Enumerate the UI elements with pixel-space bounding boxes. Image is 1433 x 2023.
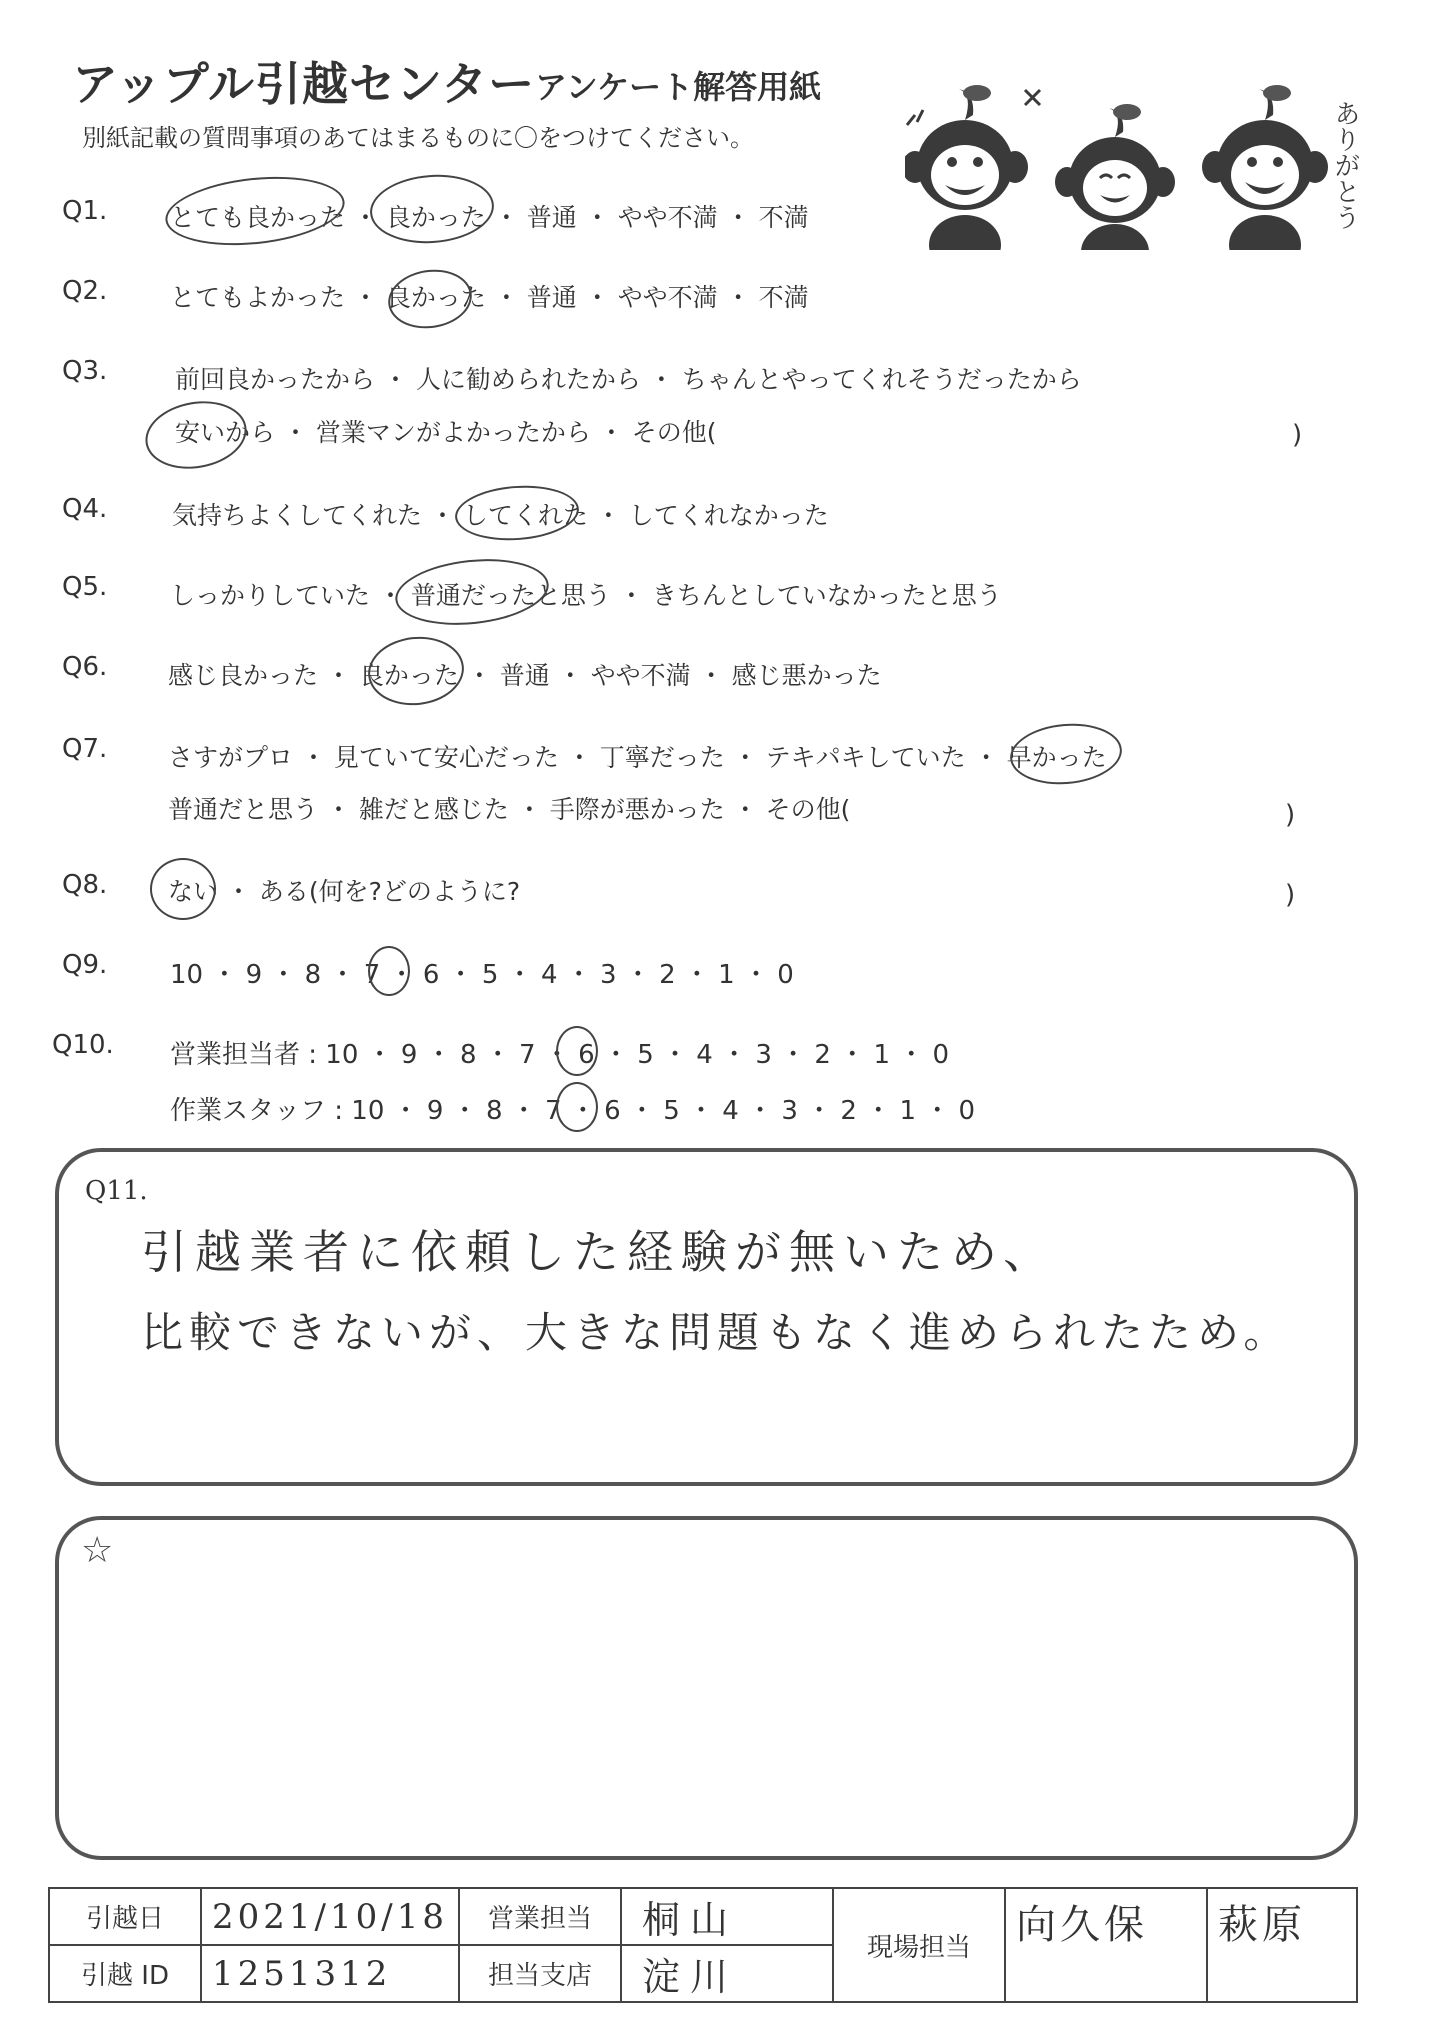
q1-answer-circle-2 (368, 171, 496, 247)
site-value-2: 萩原 (1217, 1902, 1306, 1948)
q3-close-paren: ) (1292, 420, 1303, 450)
q3-options-line2: 安いから ・ 営業マンがよかったから ・ その他( (175, 418, 717, 447)
q10-staff-scale: 作業スタッフ : 10 ・ 9 ・ 8 ・ 7 ・ 6 ・ 5 ・ 4 ・ 3 ・ 2 ・ 1 ・ 0 (170, 1096, 976, 1126)
q5-options: しっかりしていた ・ 普通だったと思う ・ きちんとしていなかったと思う (170, 581, 1002, 610)
branch-value: 淀川 (641, 1955, 738, 1999)
q7-options-line2: 普通だと思う ・ 雑だと感じた ・ 手際が悪かった ・ その他( (168, 795, 851, 824)
q6-answer-circle (365, 632, 468, 710)
q9-number: Q9. (62, 950, 108, 980)
q1-number: Q1. (62, 196, 108, 226)
branch-label: 担当支店 (459, 1945, 621, 2002)
q11-comment-line1: 引越業者に依頼した経験が無いため、 (141, 1225, 1058, 1279)
q1-options: とても良かった ・ 良かった ・ 普通 ・ やや不満 ・ 不満 (170, 203, 809, 232)
q3-number: Q3. (62, 356, 108, 386)
sales-label: 営業担当 (459, 1888, 621, 1945)
q7-options-line1: さすがプロ ・ 見ていて安心だった ・ 丁寧だった ・ テキパキしていた ・ 早かった (168, 743, 1107, 772)
q2-answer-circle (384, 264, 475, 333)
q9-scale: 10 ・ 9 ・ 8 ・ 7 ・ 6 ・ 5 ・ 4 ・ 3 ・ 2 ・ 1 ・ 0 (170, 960, 794, 990)
q8-answer-circle (150, 858, 216, 920)
q2-number: Q2. (62, 276, 108, 306)
q8-number: Q8. (62, 870, 108, 900)
site-label: 現場担当 (833, 1888, 1005, 2002)
q10-staff-answer-circle (556, 1082, 598, 1132)
q7-answer-circle (1008, 719, 1125, 789)
q7-number: Q7. (62, 734, 108, 764)
q4-options: 気持ちよくしてくれた ・ してくれた ・ してくれなかった (172, 501, 829, 530)
q8-options: ない ・ ある(何を?どのように? (168, 877, 521, 906)
q3-answer-circle (140, 394, 252, 477)
site-value-1: 向久保 (1015, 1902, 1148, 1948)
q6-number: Q6. (62, 652, 108, 682)
q3-options-line1: 前回良かったから ・ 人に勧められたから ・ ちゃんとやってくれそうだったから (175, 365, 1082, 394)
star-icon: ☆ (81, 1530, 114, 1571)
q4-answer-circle (453, 482, 580, 545)
q4-number: Q4. (62, 494, 108, 524)
move-date-label: 引越日 (49, 1888, 201, 1945)
move-id-value: 1251312 (212, 1953, 392, 1994)
q5-answer-circle (392, 552, 552, 632)
q10-sales-scale: 営業担当者 : 10 ・ 9 ・ 8 ・ 7 ・ 6 ・ 5 ・ 4 ・ 3 ・ 2 ・ 1 ・ 0 (170, 1040, 950, 1070)
company-title: アップル引越センター (72, 57, 536, 111)
q8-close-paren: ) (1285, 880, 1296, 910)
q5-number: Q5. (62, 572, 108, 602)
thanks-text: ありがとう (1330, 100, 1360, 230)
q6-options: 感じ良かった ・ 良かった ・ 普通 ・ やや不満 ・ 感じ悪かった (168, 661, 882, 690)
move-id-label: 引越 ID (49, 1945, 201, 2002)
star-comment-box (55, 1516, 1358, 1860)
form-title: アンケート解答用紙 (535, 68, 822, 106)
q10-number: Q10. (52, 1030, 114, 1060)
instruction-text: 別紙記載の質問事項のあてはまるものに〇をつけてください。 (82, 124, 754, 152)
q11-comment-line2: 比較できないが、大きな問題もなく進められたため。 (141, 1308, 1292, 1357)
q11-comment-box (55, 1148, 1358, 1486)
footer-info-table (48, 1887, 1358, 2003)
monkey-mascot-illustration (905, 70, 1375, 250)
move-date-value: 2021/10/18 (212, 1896, 448, 1937)
q2-options: とてもよかった ・ 良かった ・ 普通 ・ やや不満 ・ 不満 (170, 283, 809, 312)
sales-value: 桐山 (641, 1898, 738, 1942)
q9-answer-circle (368, 946, 410, 996)
q11-label: Q11. (85, 1176, 148, 1206)
q1-answer-circle (162, 169, 348, 253)
q10-sales-answer-circle (556, 1026, 598, 1076)
q7-close-paren: ) (1285, 800, 1296, 830)
